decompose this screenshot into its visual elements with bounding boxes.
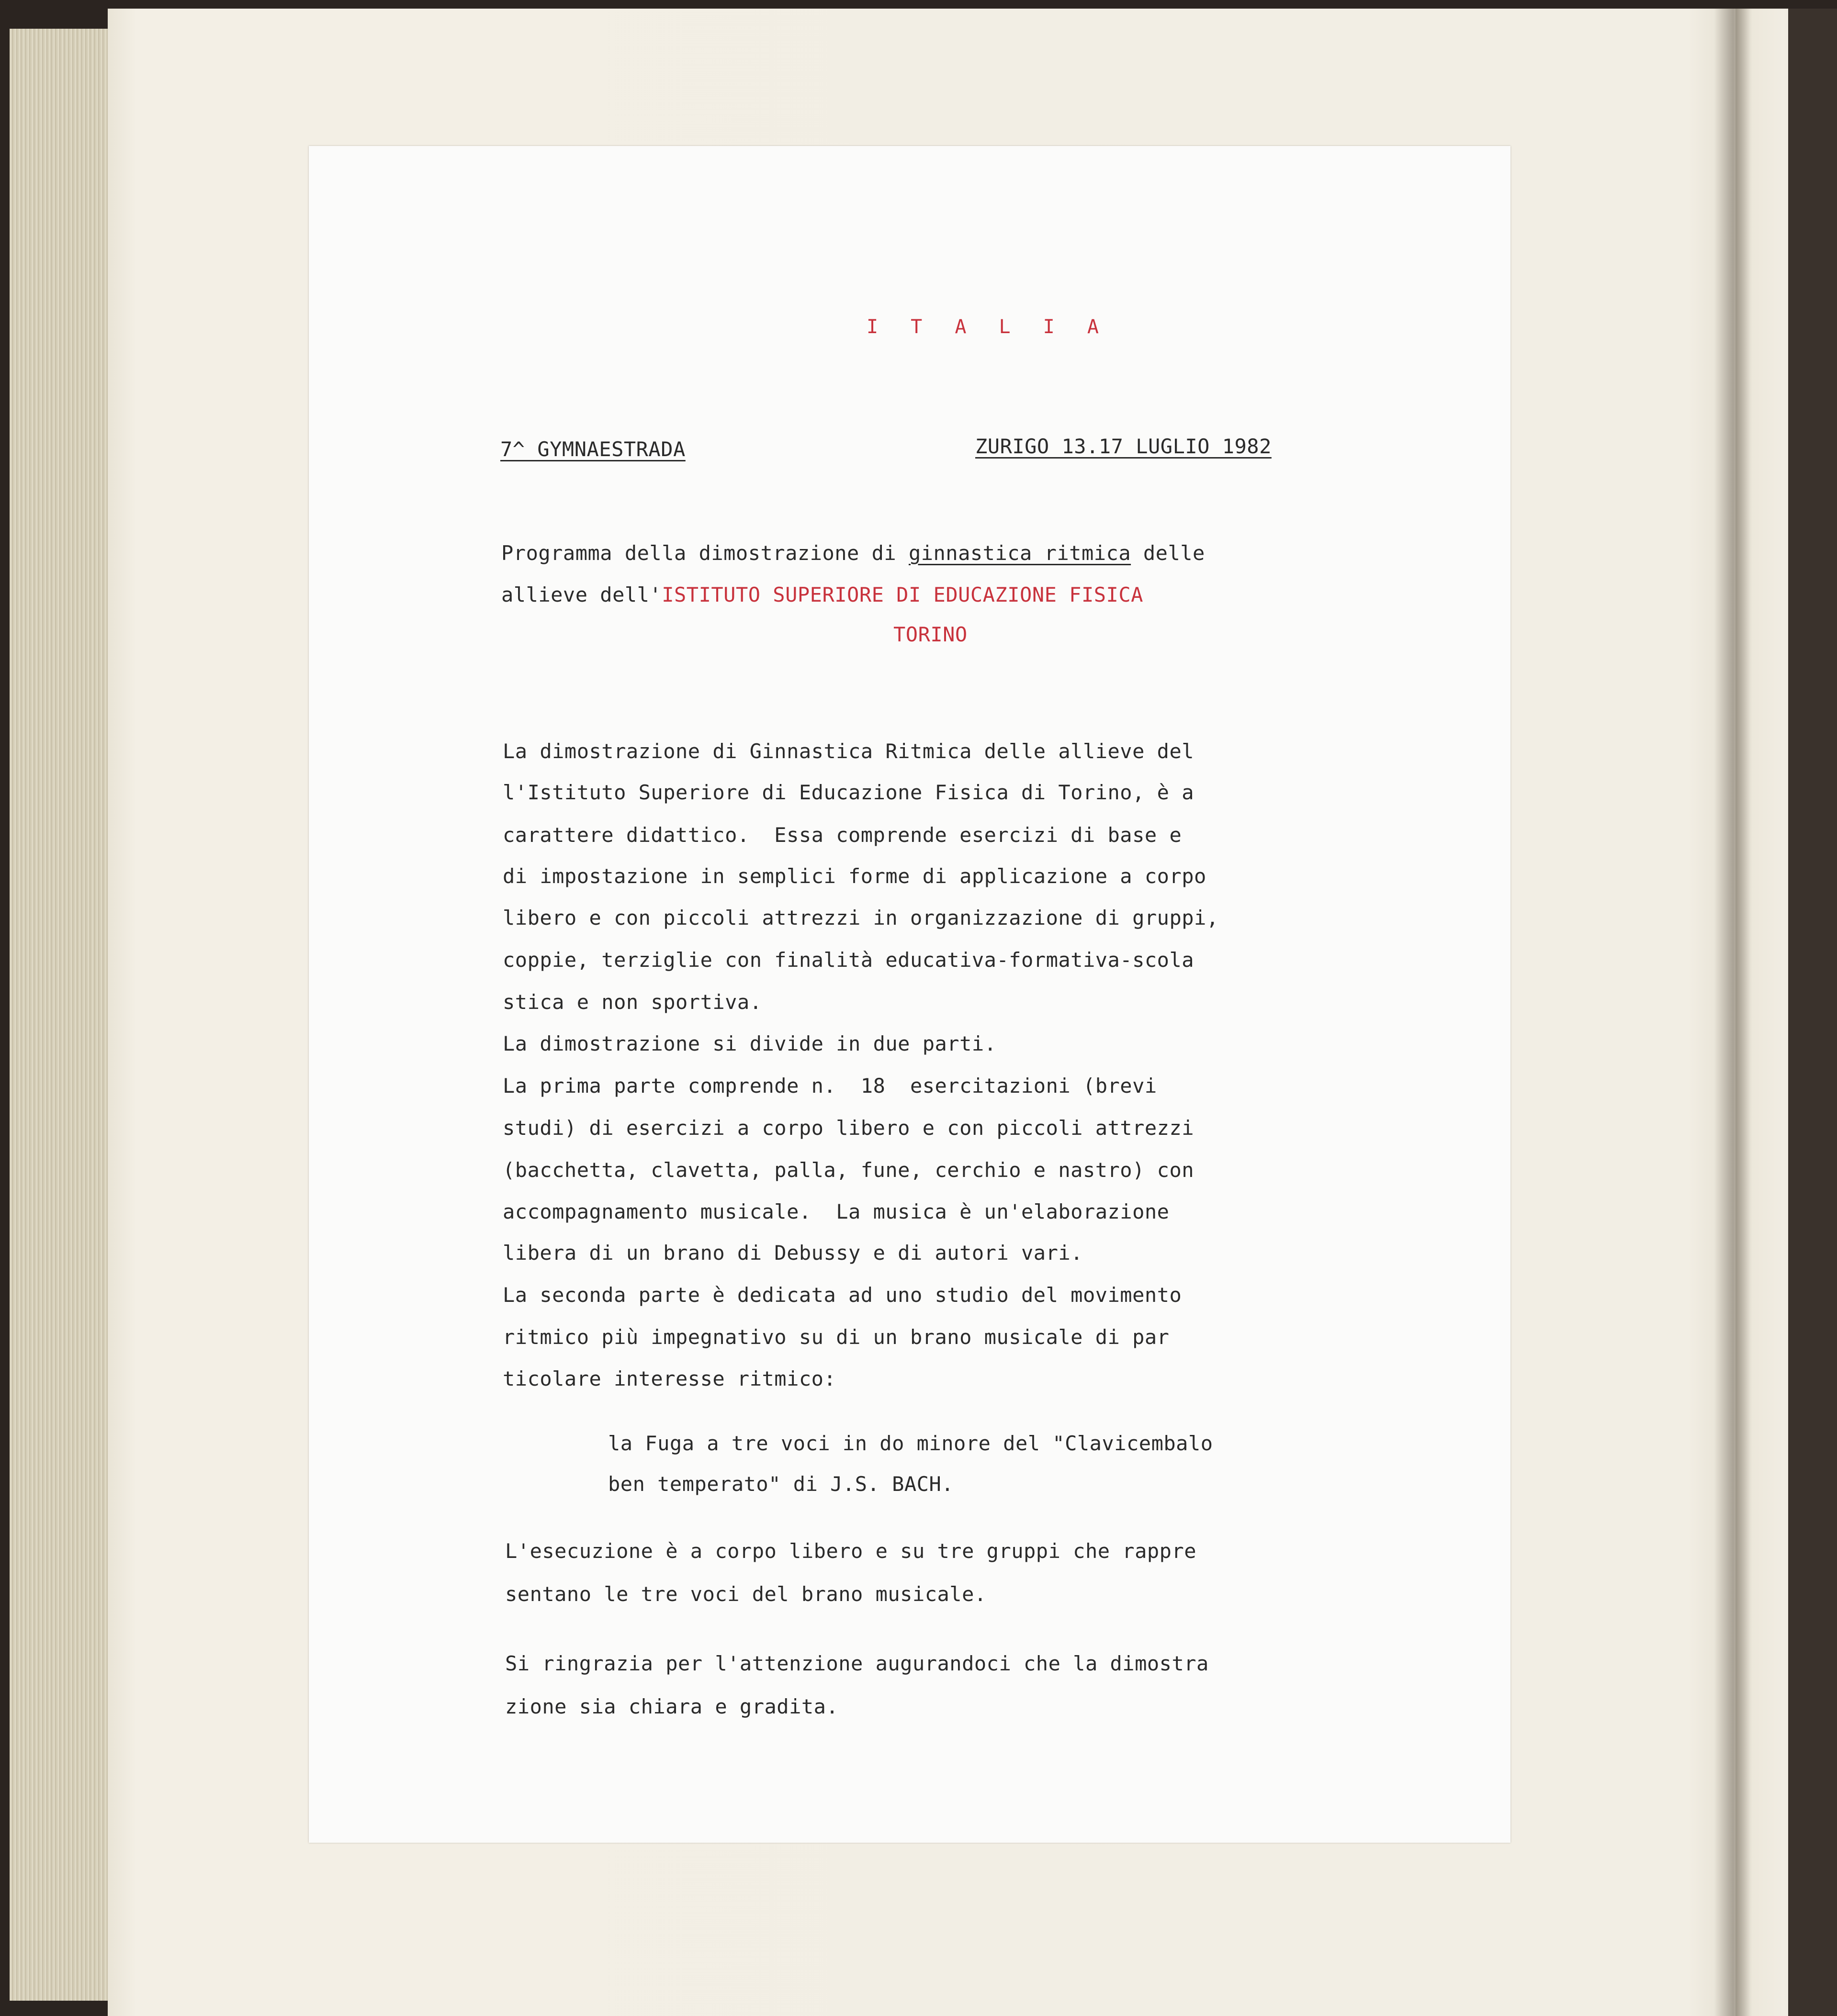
body-line: stica e non sportiva.	[503, 990, 762, 1014]
intro-line-1	[501, 543, 1205, 563]
country-heading: I T A L I A	[867, 316, 1109, 338]
typed-document-sheet	[309, 146, 1510, 1843]
body-line: (bacchetta, clavetta, palla, fune, cerchio e nastro) con	[503, 1158, 1195, 1182]
body-line: studi) di esercizi a corpo libero e con piccoli attrezzi	[503, 1116, 1195, 1140]
body-line: accompagnamento musicale. La musica è un'elaborazione	[503, 1200, 1170, 1223]
event-name: 7^ GYMNAESTRADA	[500, 437, 686, 461]
intro-text-b: delle	[1131, 541, 1205, 565]
body-line: coppie, terziglie con finalità educativa-formativa-scola	[503, 948, 1195, 972]
book-cover-edge	[1788, 9, 1837, 2016]
intro-underlined: ginnastica ritmica	[908, 541, 1131, 565]
body-line: libera di un brano di Debussy e di autori vari.	[503, 1241, 1083, 1265]
body-line: di impostazione in semplici forme di applicazione a corpo	[503, 864, 1206, 888]
book-gutter	[1714, 9, 1752, 2016]
execution-line: sentano le tre voci del brano musicale.	[505, 1582, 987, 1606]
body-line: La seconda parte è dedicata ad uno studio del movimento	[503, 1283, 1182, 1307]
body-line: La dimostrazione di Ginnastica Ritmica delle allieve del	[503, 739, 1195, 763]
body-line: ritmico più impegnativo su di un brano musicale di par	[503, 1325, 1170, 1349]
quote-line: ben temperato" di J.S. BACH.	[608, 1472, 954, 1496]
body-line: libero e con piccoli attrezzi in organizzazione di gruppi,	[503, 906, 1219, 930]
place-date: ZURIGO 13.17 LUGLIO 1982	[975, 435, 1272, 458]
book-page-edges	[10, 29, 120, 2001]
body-line: carattere didattico. Essa comprende esercizi di base e	[503, 823, 1182, 847]
intro-text-c: allieve dell'	[501, 583, 662, 606]
body-line: l'Istituto Superiore di Educazione Fisica di Torino, è a	[503, 781, 1195, 804]
quote-line: la Fuga a tre voci in do minore del "Clavicembalo	[608, 1432, 1213, 1455]
body-line: La prima parte comprende n. 18 esercitazioni (brevi	[503, 1074, 1157, 1098]
institute-city: TORINO	[893, 623, 968, 646]
execution-line: L'esecuzione è a corpo libero e su tre gruppi che rappre	[505, 1539, 1197, 1563]
body-line: ticolare interesse ritmico:	[503, 1367, 836, 1390]
body-line: La dimostrazione si divide in due parti.	[503, 1032, 997, 1055]
institute-name: ISTITUTO SUPERIORE DI EDUCAZIONE FISICA	[662, 583, 1143, 606]
intro-line-2	[501, 585, 1143, 605]
intro-text-a: Programma della dimostrazione di	[501, 541, 909, 565]
closing-line: zione sia chiara e gradita.	[505, 1695, 839, 1718]
closing-line: Si ringrazia per l'attenzione augurandoci che la dimostra	[505, 1652, 1209, 1675]
